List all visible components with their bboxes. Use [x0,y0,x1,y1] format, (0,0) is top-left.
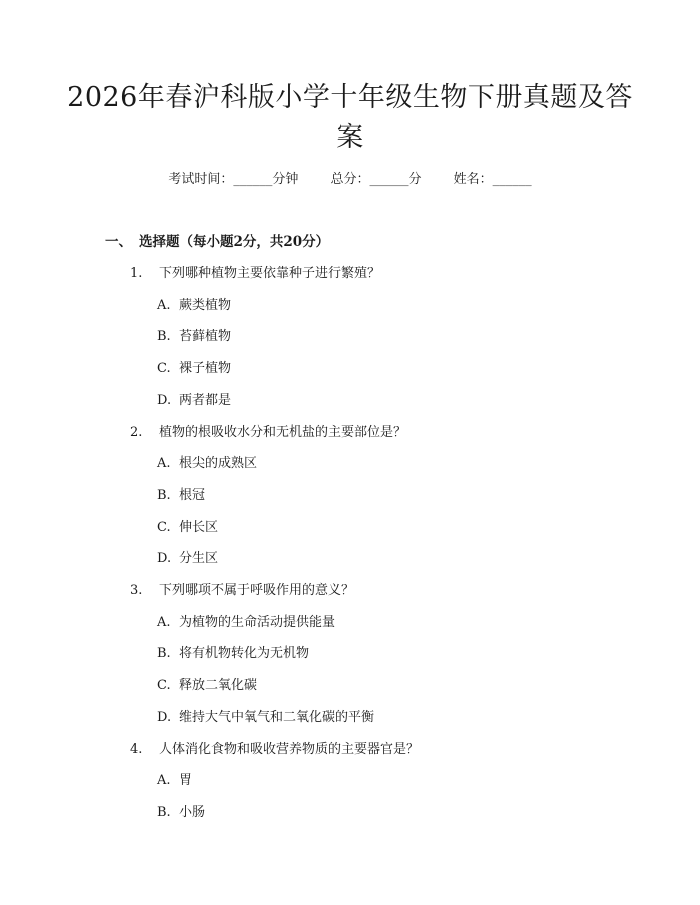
option-letter: B. [157,804,171,820]
question-2-option-d[interactable] [157,547,218,566]
option-text: 将有机物转化为无机物 [179,646,310,662]
exam-title: 2026年春沪科版小学十年级生物下册真题及答案 [67,82,633,153]
question-1-option-c[interactable] [157,357,231,376]
option-letter: C. [157,678,171,694]
question-1 [130,262,380,281]
question-3-option-b[interactable] [157,642,309,661]
question-1-option-b[interactable] [157,325,231,344]
option-text: 苔藓植物 [179,329,232,345]
question-4-option-a[interactable] [157,769,192,788]
option-letter: C. [157,361,171,377]
option-letter: C. [157,519,171,535]
question-4 [130,738,419,757]
option-letter: A. [157,614,171,630]
question-2-option-b[interactable] [157,484,205,503]
question-2 [130,421,406,440]
option-text: 胃 [179,773,193,789]
question-3-option-d[interactable] [157,706,374,725]
option-text: 为植物的生命活动提供能量 [179,614,336,630]
exam-time-blank: ______ [233,172,273,187]
option-text: 维持大气中氧气和二氧化碳的平衡 [179,709,375,725]
question-number: 4. [130,741,143,757]
exam-time-unit: 分钟 [272,172,299,187]
option-text: 根尖的成熟区 [179,456,258,472]
question-number: 2. [130,424,143,440]
section-heading [105,230,329,250]
question-3-option-a[interactable] [157,611,335,630]
question-1-option-a[interactable] [157,294,231,313]
student-name [454,172,532,187]
question-text: 植物的根吸收水分和无机盐的主要部位是？ [159,424,407,440]
total-score-label: 总分： [330,172,370,187]
question-2-option-c[interactable] [157,516,218,535]
option-letter: D. [157,392,172,408]
section-title: 选择题（每小题2分，共20分） [139,234,330,250]
option-letter: A. [157,456,171,472]
option-letter: D. [157,551,172,567]
option-text: 蕨类植物 [179,297,232,313]
option-letter: B. [157,487,171,503]
question-3-option-c[interactable] [157,674,257,693]
question-text: 人体消化食物和吸收营养物质的主要器官是？ [159,741,420,757]
question-2-option-a[interactable] [157,452,257,471]
option-text: 裸子植物 [179,361,232,377]
exam-time [168,172,298,187]
question-1-option-d[interactable] [157,389,231,408]
student-name-blank: ______ [492,172,532,187]
question-4-option-b[interactable] [157,801,205,820]
exam-meta [0,168,700,187]
section-number: 一、 [105,234,132,250]
exam-time-label: 考试时间： [168,172,234,187]
option-letter: A. [157,297,171,313]
question-text: 下列哪种植物主要依靠种子进行繁殖？ [159,266,381,281]
option-letter: B. [157,329,171,345]
option-text: 根冠 [179,487,206,503]
total-score [330,172,421,187]
student-name-label: 姓名： [453,172,493,187]
question-number: 1. [130,266,143,281]
option-text: 小肠 [179,804,206,820]
option-text: 两者都是 [179,392,232,408]
question-number: 3. [130,583,143,598]
option-text: 释放二氧化碳 [179,678,258,694]
option-letter: D. [157,709,172,725]
question-3 [130,579,354,598]
question-text: 下列哪项不属于呼吸作用的意义？ [159,583,355,598]
option-letter: A. [157,773,171,789]
total-score-blank: ______ [369,172,409,187]
option-text: 伸长区 [179,519,219,535]
total-score-unit: 分 [408,172,422,187]
option-text: 分生区 [179,551,219,567]
option-letter: B. [157,646,171,662]
